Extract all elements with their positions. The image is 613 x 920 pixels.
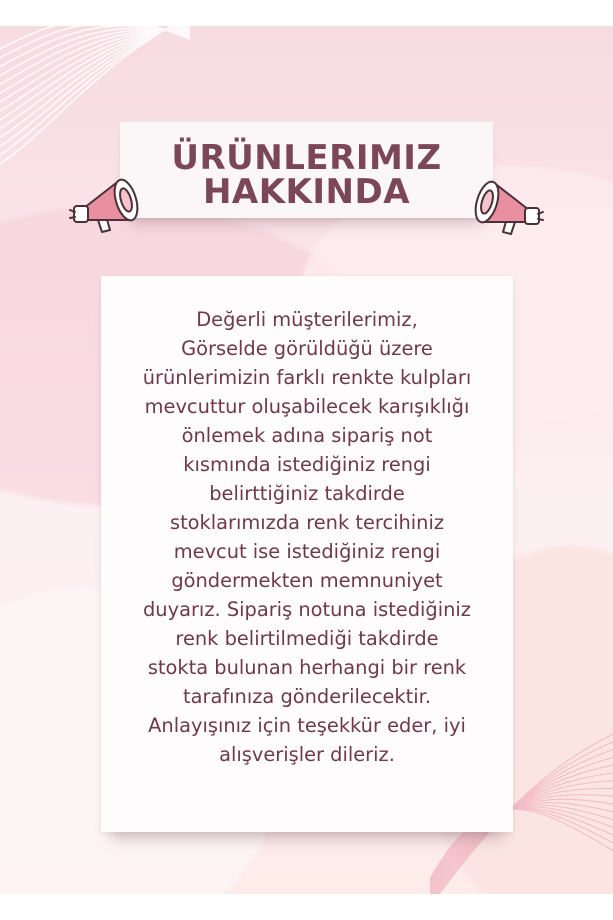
message-line: stokta bulunan herhangi bir renk	[147, 656, 467, 679]
message-line: duyarız. Sipariş notuna istediğiniz	[143, 598, 471, 621]
message-line: Görselde görüldüğü üzere	[181, 337, 433, 360]
message-line: renk belirtilmediği takdirde	[175, 627, 439, 650]
message-line: alışverişler dileriz.	[219, 743, 395, 766]
message-line: mevcut ise istediğiniz rengi	[173, 540, 441, 563]
message-line: belirttiğiniz takdirde	[209, 482, 405, 505]
message-card	[101, 276, 513, 832]
message-line: Anlayışınız için teşekkür eder, iyi	[148, 714, 466, 737]
message-line: mevcuttur oluşabilecek karışıklığı	[144, 395, 470, 418]
megaphone-icon	[66, 170, 146, 242]
message-line: Değerli müşterilerimiz,	[196, 308, 418, 331]
message-line: kısmında istediğiniz rengi	[183, 453, 431, 476]
message-line: göndermekten memnuniyet	[171, 569, 443, 592]
megaphone-icon	[467, 172, 547, 244]
message-line: tarafınıza gönderilecektir.	[183, 685, 431, 708]
message-line: ürünlerimizin farklı renkte kulpları	[142, 366, 472, 389]
banner-title-line-1: ÜRÜNLERIMIZ	[171, 138, 442, 178]
message-line: stoklarımızda renk tercihiniz	[169, 511, 445, 534]
decorative-line	[0, 27, 190, 122]
title-banner	[120, 122, 493, 218]
banner-title-line-2: HAKKINDA	[202, 172, 411, 212]
message-line: önlemek adına sipariş not	[181, 424, 433, 447]
